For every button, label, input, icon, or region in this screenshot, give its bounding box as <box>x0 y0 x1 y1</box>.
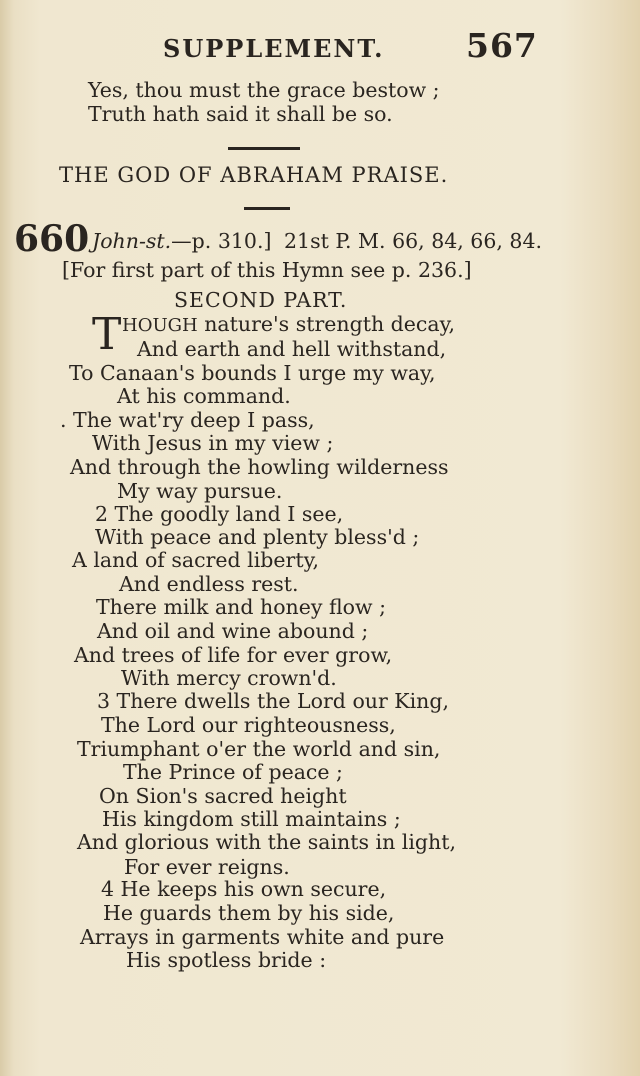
verse-line: And through the howling wilderness <box>70 455 449 479</box>
hymn-note: [For first part of this Hymn see p. 236.] <box>62 258 472 282</box>
divider-rule <box>244 207 290 210</box>
verse-line: There milk and honey flow ; <box>96 595 386 619</box>
verse-line: Arrays in garments white and pure <box>80 925 445 949</box>
running-header: SUPPLEMENT. <box>163 34 385 63</box>
verse-line: To Canaan's bounds I urge my way, <box>69 361 436 385</box>
verse-line: And endless rest. <box>119 572 299 596</box>
verse-line: For ever reigns. <box>124 855 290 879</box>
verse-line: And earth and hell withstand, <box>137 337 447 361</box>
verse-line: And glorious with the saints in light, <box>77 830 456 854</box>
tune-reference: —p. 310.] <box>171 229 272 253</box>
verse-line: 4 He keeps his own secure, <box>101 877 387 901</box>
verse-line: With Jesus in my view ; <box>92 431 334 455</box>
first-word-caps: HOUGH <box>122 315 198 336</box>
page-number: 567 <box>466 26 538 65</box>
drop-cap: T <box>92 309 122 360</box>
verse-line: He guards them by his side, <box>103 901 395 925</box>
verse-line: At his command. <box>117 384 291 408</box>
verse-line: His kingdom still maintains ; <box>102 807 401 831</box>
hymn-meter: 21st P. M. 66, 84, 66, 84. <box>284 229 543 253</box>
verse-line: The Prince of peace ; <box>123 760 343 784</box>
verse-line: A land of sacred liberty, <box>72 548 319 572</box>
hymn-tune-line <box>92 229 542 253</box>
tune-name: John-st. <box>92 229 172 253</box>
verse-line: With mercy crown'd. <box>121 666 337 690</box>
verse-line: 3 There dwells the Lord our King, <box>97 689 450 713</box>
first-line-tail: nature's strength decay, <box>197 312 455 336</box>
part-heading: SECOND PART. <box>174 288 348 312</box>
verse-line: Truth hath said it shall be so. <box>88 102 393 126</box>
verse-line: And trees of life for ever grow, <box>74 643 393 667</box>
hymn-title: THE GOD OF ABRAHAM PRAISE. <box>59 163 449 187</box>
verse-line: With peace and plenty bless'd ; <box>95 525 420 549</box>
verse-line: The Lord our righteousness, <box>101 713 396 737</box>
verse-line: His spotless bride : <box>126 948 327 972</box>
verse-line: My way pursue. <box>117 479 283 503</box>
verse-line-first <box>122 312 455 336</box>
verse-line: Triumphant o'er the world and sin, <box>77 737 441 761</box>
verse-line: And oil and wine abound ; <box>97 619 369 643</box>
verse-line: On Sion's sacred height <box>99 784 347 808</box>
verse-line: . The wat'ry deep I pass, <box>60 408 315 432</box>
divider-rule <box>228 147 300 150</box>
verse-line: 2 The goodly land I see, <box>95 502 344 526</box>
verse-line: Yes, thou must the grace bestow ; <box>88 78 440 102</box>
hymn-number: 660 <box>14 218 90 260</box>
